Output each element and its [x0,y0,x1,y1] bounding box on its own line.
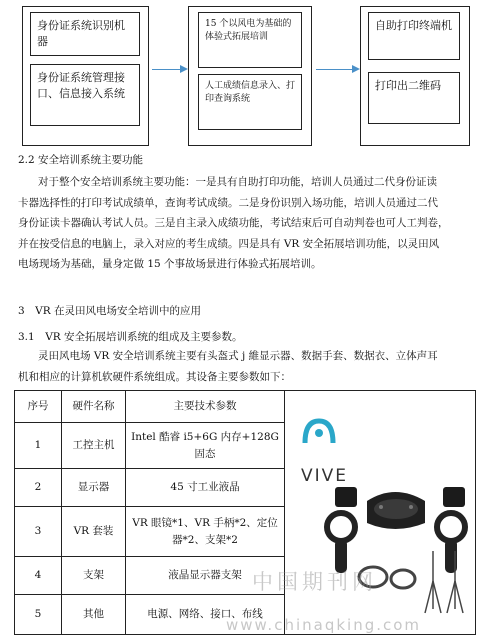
table-header-cell: 硬件名称 [62,391,126,423]
table-cell: 2 [15,469,62,507]
paragraph-line: 电场现场为基础，量身定做 15 个事故场景进行体验式拓展培训。 [18,258,322,270]
diagram-node-id-reader: 身份证系统识别机器 [30,12,140,56]
base-station-icon [443,487,465,507]
table-cell: 45 寸工业液晶 [126,469,285,507]
diagram-node-id-interface: 身份证系统管理接口、信息接入系统 [30,64,140,126]
table-cell: 液晶显示器支架 [126,557,285,595]
section-heading-3: 3 VR 在灵田风电场安全培训中的应用 [18,305,202,317]
base-station-icon [335,487,357,507]
paragraph-line: 机和相应的计算机软硬件系统组成。其设备主要参数如下： [18,370,291,383]
watermark-cn: 中国期刊网 [252,570,377,594]
diagram-node-qr-print: 打印出二维码 [368,72,460,124]
product-image-cell [285,391,476,635]
diagram-arrow-2 [316,69,354,70]
paragraph-line: 身份证读卡器确认考试人员。三是自主录入成绩功能，考试结束后可自动判卷也可人工判卷， [18,217,449,229]
section-heading-2-2: 2.2 安全培训系统主要功能 [18,154,144,166]
table-header-cell: 主要技术参数 [126,391,285,423]
table-cell: 显示器 [62,469,126,507]
diagram-node-print-terminal: 自助打印终端机 [368,12,460,60]
vr-controller-icon [327,513,355,573]
table-cell: 其他 [62,595,126,635]
diagram-node-score-entry: 人工成绩信息录入、打印查询系统 [198,74,302,130]
table-cell: 1 [15,423,62,469]
section-3-1-paragraph [18,346,463,387]
table-cell: 3 [15,507,62,557]
diagram-node-vr-training: 15 个以风电为基础的体验式拓展培训 [198,12,302,68]
table-cell: 支架 [62,557,126,595]
table-header-row [15,391,476,423]
table-cell: 5 [15,595,62,635]
paragraph-line: 对于整个安全培训系统主要功能：一是具有自助打印功能，培训人员通过二代身份证读 [38,176,437,188]
table-cell: 电源、网络、接口、布线 [126,595,285,635]
table-cell: VR 眼镜*1、VR 手柄*2、定位器*2、支架*2 [126,507,285,557]
table-cell: 工控主机 [62,423,126,469]
paragraph-line: 灵田风电场 VR 安全培训系统主要有头盔式 j 維显示器、数据手套、数据衣、立体声耳 [38,350,438,362]
vive-product-image [285,391,475,637]
vr-controller-icon [437,513,465,573]
watermark-url: www.chinaqking.com [226,616,422,634]
diagram-arrow-2-head [352,65,360,73]
paragraph-line: 卡器选择性的打印考试成绩单，查询考试成绩。二是身份识别入场功能，培训人员通过二代 [18,196,438,209]
section-heading-3-1: 3.1 VR 安全拓展培训系统的组成及主要参数。 [18,331,243,343]
diagram-arrow-1-head [180,65,188,73]
table-cell: 4 [15,557,62,595]
diagram-arrow-1 [152,69,182,70]
tripod-stand-icon [425,551,463,613]
hardware-spec-table [14,390,476,635]
paragraph-line: 并在按受信息的电脑上，录入对应的考生成绩。四是具有 VR 安全拓展培训功能，以灵田风 [18,237,440,250]
section-2-2-paragraph [18,172,463,275]
vive-brand-text: VIVE [301,466,349,486]
table-cell: VR 套装 [62,507,126,557]
vive-kit-illustration [285,391,475,637]
table-cell: Intel 酷睿 i5+6G 内存+128G 固态 [126,423,285,469]
table-header-cell: 序号 [15,391,62,423]
